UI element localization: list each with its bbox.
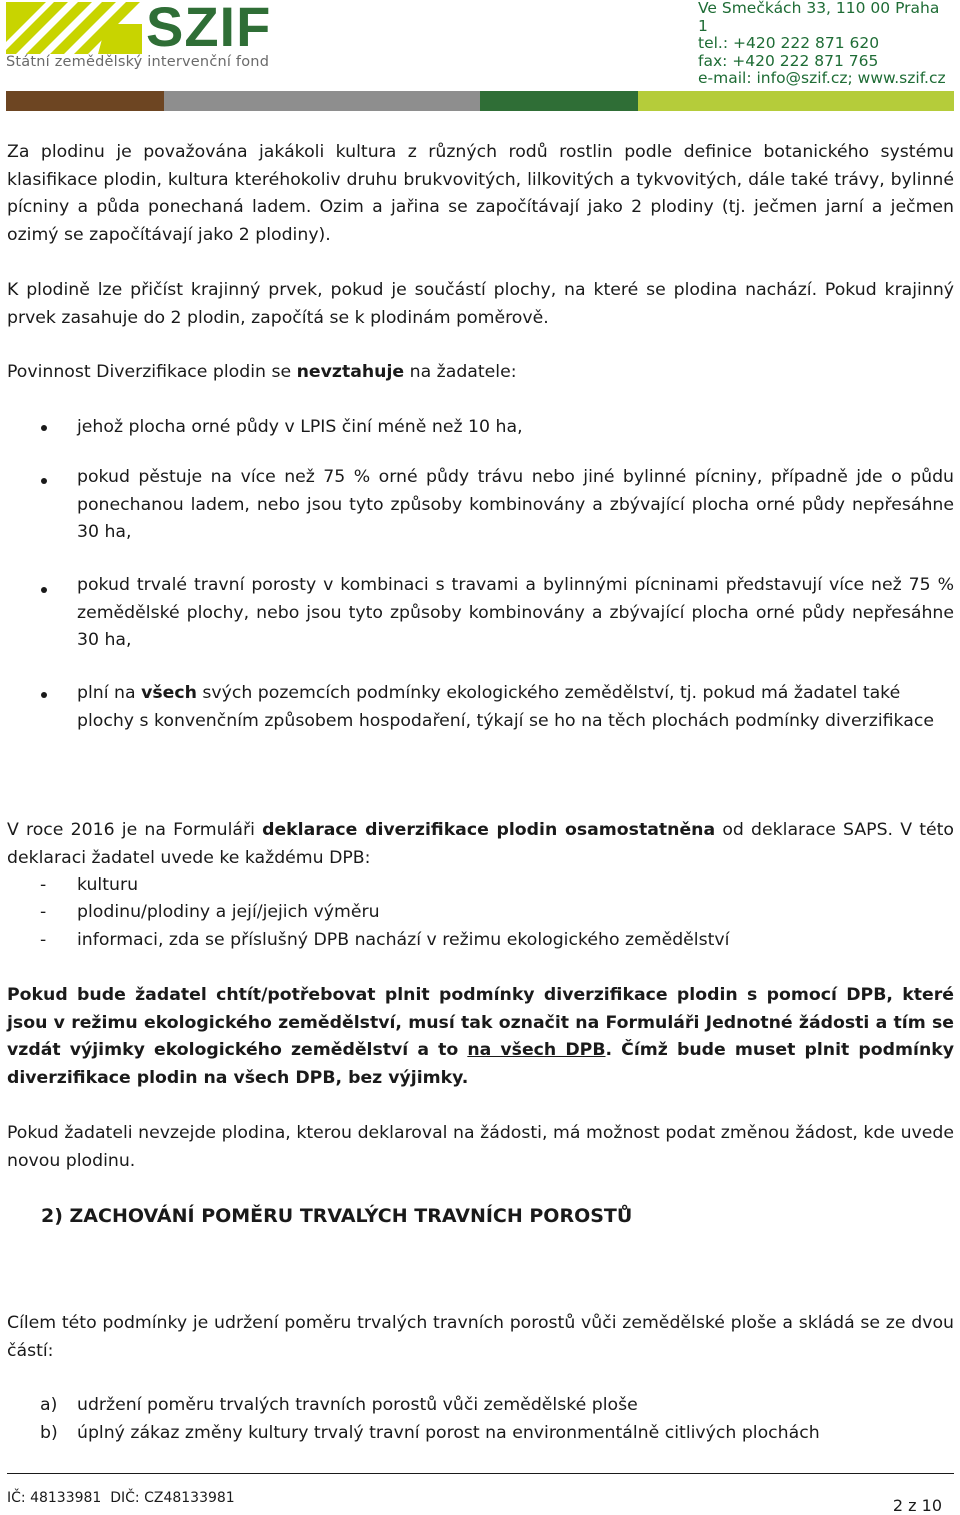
- text: od deklarace SAPS. V této deklaraci žadatel uvede ke každému DPB:: [7, 820, 954, 868]
- list-item: udržení poměru trvalých travních porostů vůči zemědělské ploše: [77, 1395, 638, 1415]
- bullet-icon: [41, 692, 47, 698]
- text: na žadatele:: [404, 362, 517, 382]
- text: Pokud bude žadatel chtít/potřebovat plnit podmínky diverzifikace plodin s pomocí DPB, které jsou v režimu ekologického zemědělství, musí tak označit na Formuláři Jednotné žádosti a tím se vzdát výjimky ekologického zemědělství a to: [7, 985, 954, 1060]
- dash-marker: -: [40, 902, 47, 922]
- contact-phone: tel.: +420 222 871 620: [698, 34, 880, 52]
- list-item: pokud trvalé travní porosty v kombinaci s travami a bylinnými pícninami představují více než 75 % zemědělské plochy, nebo jsou tyto způsoby kombinovány a zbývající plocha orné půdy nepřesáhne 30 ha,: [77, 575, 954, 650]
- text: Povinnost Diverzifikace plodin se: [7, 362, 297, 382]
- paragraph-obligation-exemption: [7, 359, 954, 387]
- list-item: pokud pěstuje na více než 75 % orné půdy trávu nebo jiné bylinné pícniny, případně jde o půdu ponechanou ladem, nebo jsou tyto způsoby kombinovány a zbývající plocha orné půdy nepřesáhne 30 ha,: [77, 467, 954, 542]
- footer-ids: IČ: 48133981 DIČ: CZ48133981: [7, 1490, 235, 1506]
- list-item: úplný zákaz změny kultury trvalý travní porost na environmentálně citlivých plochách: [77, 1423, 820, 1443]
- list-item: plodinu/plodiny a její/jejich výměru: [77, 902, 380, 922]
- text: svých pozemcích podmínky ekologického zemědělství, tj. pokud má žadatel také plochy s konvenčním způsobem hospodaření, týkají se ho na těch plochách podmínky diverzifikace: [77, 683, 934, 731]
- dash-marker: -: [40, 875, 47, 895]
- list-item: kulturu: [77, 875, 139, 895]
- list-item: [77, 680, 954, 735]
- logo-wordmark: SZIF: [146, 0, 272, 58]
- contact-block: [698, 0, 952, 88]
- contact-email-web: e-mail: info@szif.cz; www.szif.cz: [698, 69, 946, 87]
- footer-divider: [7, 1473, 954, 1474]
- paragraph-organic-farming-note: [7, 982, 954, 1092]
- bold-text: deklarace diverzifikace plodin osamostatněna: [262, 820, 716, 840]
- paragraph-crop-failure: Pokud žadateli nevzejde plodina, kterou deklaroval na žádosti, má možnost podat změnou žádost, kde uvede novou plodinu.: [7, 1123, 954, 1171]
- list-item: jehož plocha orné půdy v LPIS činí méně než 10 ha,: [77, 417, 523, 437]
- underlined-text: na všech DPB: [467, 1040, 606, 1060]
- paragraph-declaration: [7, 817, 954, 872]
- bullet-icon: [41, 425, 47, 431]
- dash-marker: -: [40, 930, 47, 950]
- list-item: informaci, zda se příslušný DPB nachází v režimu ekologického zemědělství: [77, 930, 730, 950]
- bullet-icon: [41, 478, 47, 484]
- paragraph-crop-definition: Za plodinu je považována jakákoli kultura z různých rodů rostlin podle definice botanického systému klasifikace plodin, kultura kteréhokoliv druhu brukvovitých, lilkovitých a tykvovitých, dále také trávy, bylinné pícniny a půda ponechaná ladem. Ozim a jařina se započítávají jako 2 plodiny (tj. ječmen jarní a ječmen ozimý se započítávají jako 2 plodiny).: [7, 142, 954, 245]
- paragraph-landscape-element: K plodině lze přičíst krajinný prvek, pokud je součástí plochy, na které se plodina nachází. Pokud krajinný prvek zasahuje do 2 plodin, započítá se k plodinám poměrově.: [7, 280, 954, 328]
- paragraph-grassland-goal: Cílem této podmínky je udržení poměru trvalých travních porostů vůči zemědělské ploše a skládá se ze dvou částí:: [7, 1313, 954, 1361]
- logo-subtitle: Státní zemědělský intervenční fond: [6, 54, 270, 70]
- text: . Čímž bude muset plnit podmínky diverzifikace plodin na všech DPB, bez výjimky.: [7, 1040, 955, 1088]
- text: plní na: [77, 683, 142, 703]
- list-marker-a: a): [40, 1395, 58, 1415]
- header-bar-gray: [164, 91, 480, 111]
- bullet-icon: [41, 587, 47, 593]
- section-heading: 2) ZACHOVÁNÍ POMĚRU TRVALÝCH TRAVNÍCH POROSTŮ: [41, 1205, 633, 1227]
- header-bar-green: [480, 91, 638, 111]
- bold-text: nevztahuje: [296, 362, 405, 382]
- contact-fax: fax: +420 222 871 765: [698, 51, 879, 70]
- header-bar-brown: [6, 91, 164, 111]
- contact-address: Ve Smečkách 33, 110 00 Praha 1: [698, 0, 940, 35]
- list-marker-b: b): [40, 1423, 58, 1443]
- text: V roce 2016 je na Formuláři: [7, 820, 263, 840]
- header-bar-lime: [638, 91, 954, 111]
- page-number: 2 z 10: [892, 1496, 942, 1515]
- bold-text: všech: [141, 683, 197, 703]
